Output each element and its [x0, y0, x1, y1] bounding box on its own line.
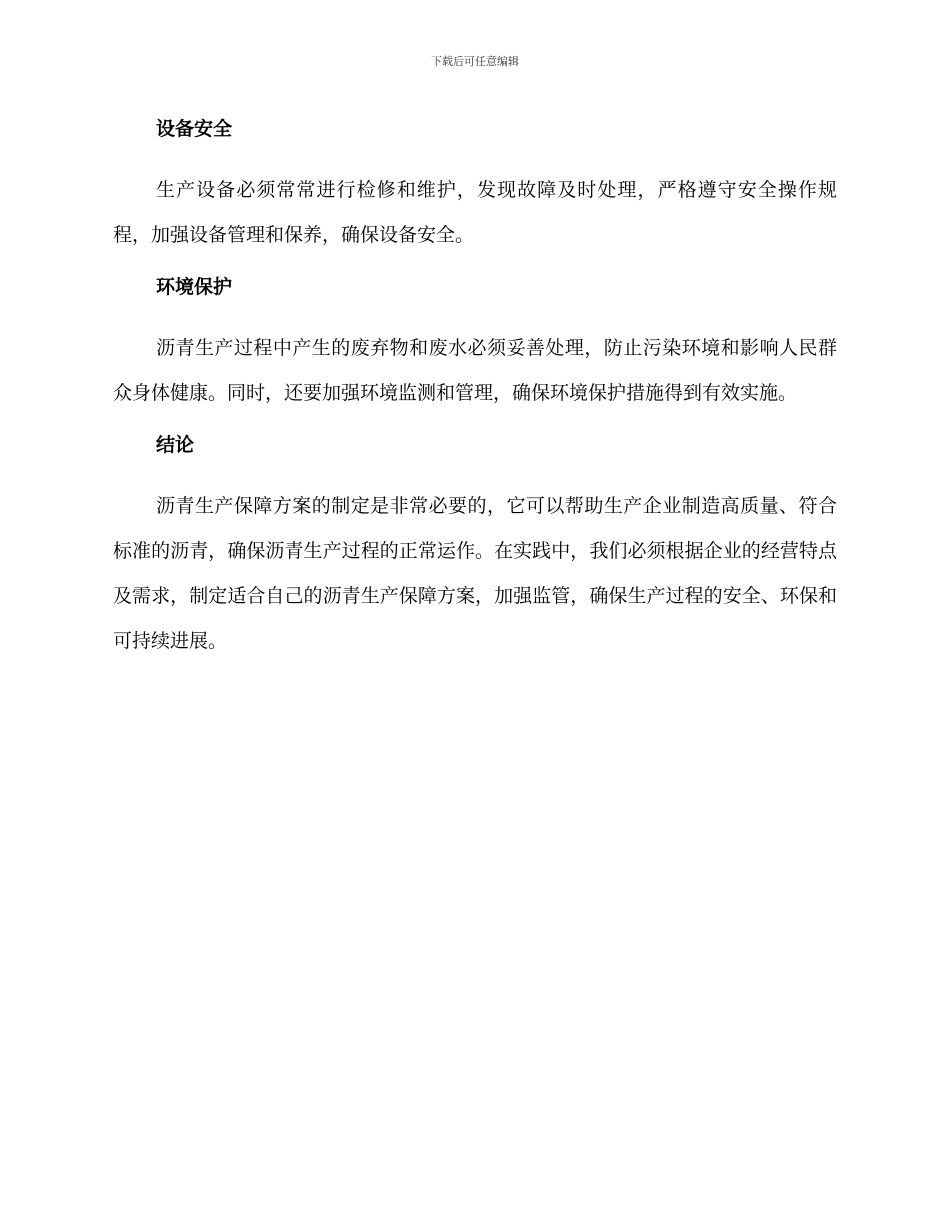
section-heading: 设备安全 — [156, 118, 233, 140]
section-heading: 环境保护 — [156, 276, 233, 298]
section-equipment-safety — [113, 112, 837, 270]
page-header: 下载后可任意编辑 — [431, 55, 519, 68]
section-heading: 结论 — [156, 434, 195, 456]
section-conclusion — [113, 428, 837, 664]
section-paragraph: 生产设备必须常常进行检修和维护，发现故障及时处理，严格遵守安全操作规程，加强设备管理和保养，确保设备安全。 — [113, 179, 837, 246]
section-paragraph: 沥青生产过程中产生的废弃物和废水必须妥善处理，防止污染环境和影响人民群众身体健康。同时，还要加强环境监测和管理，确保环境保护措施得到有效实施。 — [113, 337, 837, 404]
section-environmental-protection — [113, 270, 837, 428]
section-paragraph: 沥青生产保障方案的制定是非常必要的，它可以帮助生产企业制造高质量、符合标准的沥青，确保沥青生产过程的正常运作。在实践中，我们必须根据企业的经营特点及需求，制定适合自己的沥青生产保障方案，加强监管，确保生产过程的安全、环保和可持续进展。 — [113, 495, 837, 652]
document-body — [113, 112, 837, 664]
